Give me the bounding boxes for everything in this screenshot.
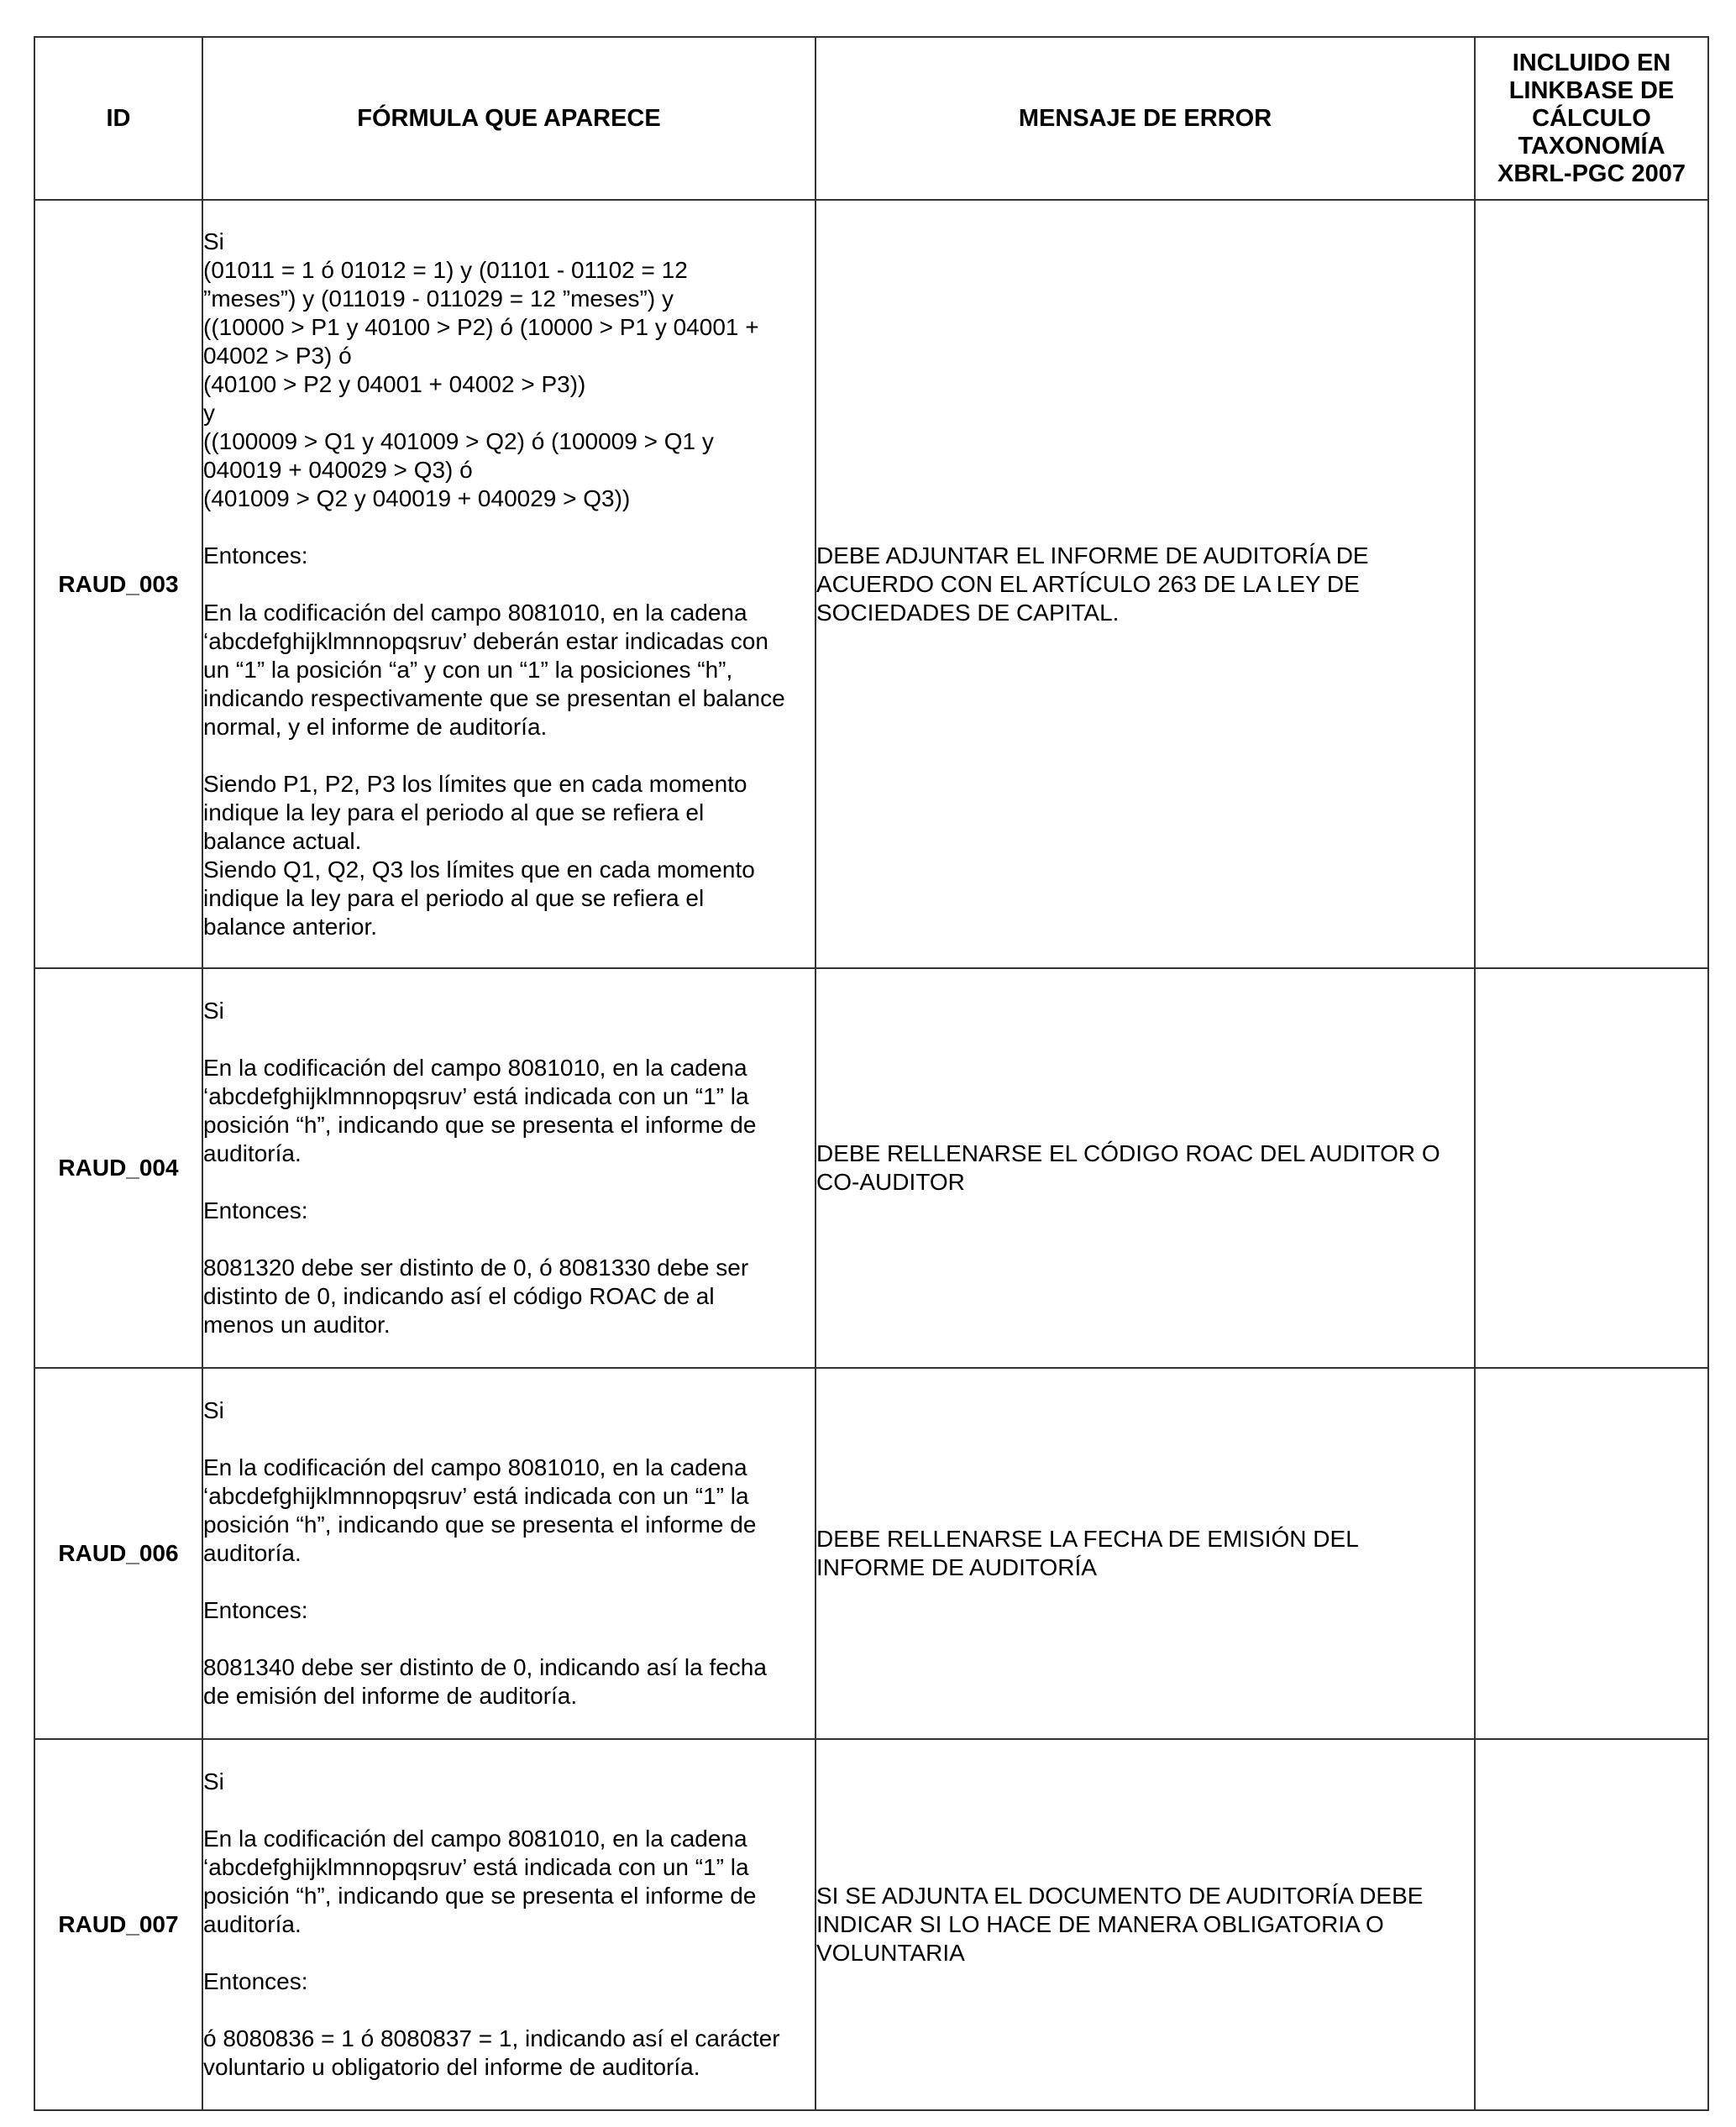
rule-formula-text: Si En la codificación del campo 8081010, en la cadena ‘abcdefghijklmnnopqsruv’ está indicada con un “1” la posición “h”, indicando que se presenta el informe de auditoría. Entonces: 8081320 debe ser distinto de 0, ó 8081330 debe ser distinto de 0, indicando así el código ROAC de al menos un auditor. — [203, 998, 757, 1338]
header-included — [1475, 37, 1708, 200]
rule-id: RAUD_007 — [34, 1739, 202, 2110]
rule-formula — [202, 1739, 816, 2110]
rule-formula-text: Si En la codificación del campo 8081010, en la cadena ‘abcdefghijklmnnopqsruv’ está indicada con un “1” la posición “h”, indicando que se presenta el informe de auditoría. Entonces: ó 8080836 = 1 ó 8080837 = 1, indicando así el carácter voluntario u obligatorio del informe de auditoría. — [203, 1768, 780, 2080]
table-row — [34, 968, 1708, 1368]
rule-included-cell — [1475, 1368, 1708, 1739]
rule-included-cell — [1475, 968, 1708, 1368]
table-row — [34, 1368, 1708, 1739]
validation-rules-table — [34, 36, 1709, 2111]
header-message: MENSAJE DE ERROR — [816, 37, 1475, 200]
rule-formula — [202, 200, 816, 968]
rule-error-message — [816, 200, 1475, 968]
rule-included-cell — [1475, 200, 1708, 968]
header-row — [34, 37, 1708, 200]
rule-error-message-text: SI SE ADJUNTA EL DOCUMENTO DE AUDITORÍA DEBE INDICAR SI LO HACE DE MANERA OBLIGATORIA O VOLUNTARIA — [816, 1883, 1424, 1966]
rule-error-message — [816, 1368, 1475, 1739]
rule-error-message-text: DEBE RELLENARSE EL CÓDIGO ROAC DEL AUDITOR O CO-AUDITOR — [816, 1140, 1440, 1195]
rule-error-message-text: DEBE RELLENARSE LA FECHA DE EMISIÓN DEL INFORME DE AUDITORÍA — [816, 1526, 1359, 1580]
table-row — [34, 200, 1708, 968]
rule-included-cell — [1475, 1739, 1708, 2110]
rule-formula — [202, 1368, 816, 1739]
rule-id: RAUD_004 — [34, 968, 202, 1368]
rule-error-message-text: DEBE ADJUNTAR EL INFORME DE AUDITORÍA DE ACUERDO CON EL ARTÍCULO 263 DE LA LEY DE SOCIEDADES DE CAPITAL. — [816, 542, 1369, 626]
rule-formula-text: Si En la codificación del campo 8081010, en la cadena ‘abcdefghijklmnnopqsruv’ está indicada con un “1” la posición “h”, indicando que se presenta el informe de auditoría. Entonces: 8081340 debe ser distinto de 0, indicando así la fecha de emisión del informe de auditoría. — [203, 1397, 767, 1709]
rule-id: RAUD_003 — [34, 200, 202, 968]
rule-id: RAUD_006 — [34, 1368, 202, 1739]
header-included-text: INCLUIDO EN LINKBASE DE CÁLCULO TAXONOMÍA XBRL-PGC 2007 — [1497, 49, 1686, 187]
rule-error-message — [816, 968, 1475, 1368]
rule-formula — [202, 968, 816, 1368]
header-formula: FÓRMULA QUE APARECE — [202, 37, 816, 200]
rule-error-message — [816, 1739, 1475, 2110]
table-row — [34, 1739, 1708, 2110]
header-id: ID — [34, 37, 202, 200]
rule-formula-text: Si (01011 = 1 ó 01012 = 1) y (01101 - 01102 = 12 ”meses”) y (011019 - 011029 = 12 ”meses”) y ((10000 > P1 y 40100 > P2) ó (10000 > P1 y 04001 + 04002 > P3) ó (40100 > P2 y 04001 + 04002 > P3)) y ((100009 > Q1 y 401009 > Q2) ó (100009 > Q1 y 040019 + 040029 > Q3) ó (401009 > Q2 y 040019 + 040029 > Q3)) Entonces: En la codificación del campo 8081010, en la cadena ‘abcdefghijklmnnopqsruv’ deberán estar indicadas con un “1” la posición “a” y con un “1” la posiciones “h”, indicando respectivamente que se presentan el balance normal, y el informe de auditoría. Siendo P1, P2, P3 los límites que en cada momento indique la ley para el periodo al que se refiera el balance actual. Siendo Q1, Q2, Q3 los límites que en cada momento indique la ley para el periodo al que se refiera el balance anterior. — [203, 228, 785, 940]
